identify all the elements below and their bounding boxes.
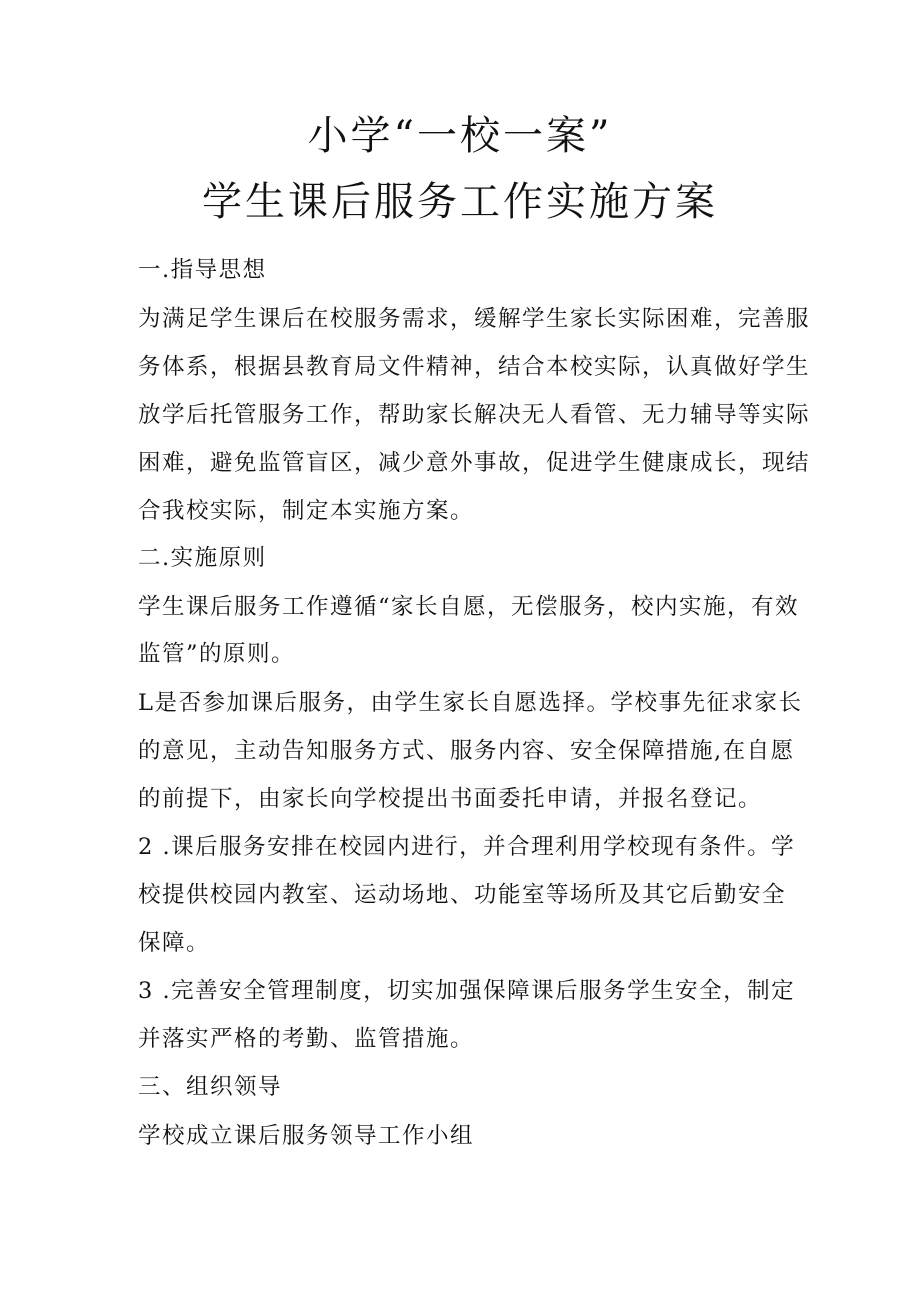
paragraph-line: 学校成立课后服务领导工作小组 [138, 1123, 475, 1149]
section-heading-principles: 二.实施原则 [138, 545, 267, 571]
list-item-line: 3 .完善安全管理制度，切实加强保障课后服务学生安全，制定 [138, 978, 796, 1004]
paragraph-line: 合我校实际，制定本实施方案。 [138, 498, 475, 524]
list-item-line: 2 .课后服务安排在校园内进行，并合理利用学校现有条件。学 [138, 834, 796, 860]
document-title-line1: 小学“一校一案” [307, 113, 613, 159]
paragraph-line: 放学后托管服务工作，帮助家长解决无人看管、无力辅导等实际 [138, 402, 811, 428]
list-item-line: 的意见，主动告知服务方式、服务内容、安全保障措施,在自愿 [138, 738, 795, 764]
paragraph-line: 困难，避免监管盲区，减少意外事故，促进学生健康成长，现结 [138, 450, 811, 476]
list-item-line: L是否参加课后服务，由学生家长自愿选择。学校事先征求家长 [138, 690, 803, 716]
list-item-line: 校提供校园内教室、运动场地、功能室等场所及其它后勤安全 [138, 882, 787, 908]
list-item-line: 的前提下，由家长向学校提出书面委托申请，并报名登记。 [138, 786, 763, 812]
document-title-line2: 学生课后服务工作实施方案 [202, 179, 718, 225]
list-item-line: 保障。 [138, 930, 211, 956]
paragraph-line: 务体系，根据县教育局文件精神，结合本校实际，认真做好学生 [138, 354, 811, 380]
paragraph-line: 监管”的原则。 [138, 641, 296, 667]
paragraph-line: 为满足学生课后在校服务需求，缓解学生家长实际困难，完善服 [138, 306, 811, 332]
list-item-line: 并落实严格的考勤、监管措施。 [138, 1026, 475, 1052]
paragraph-line: 学生课后服务工作遵循“家长自愿，无偿服务，校内实施，有效 [138, 594, 800, 620]
section-heading-guiding-ideology: 一.指导思想 [138, 257, 267, 283]
section-heading-organization: 三、组织领导 [138, 1074, 283, 1100]
